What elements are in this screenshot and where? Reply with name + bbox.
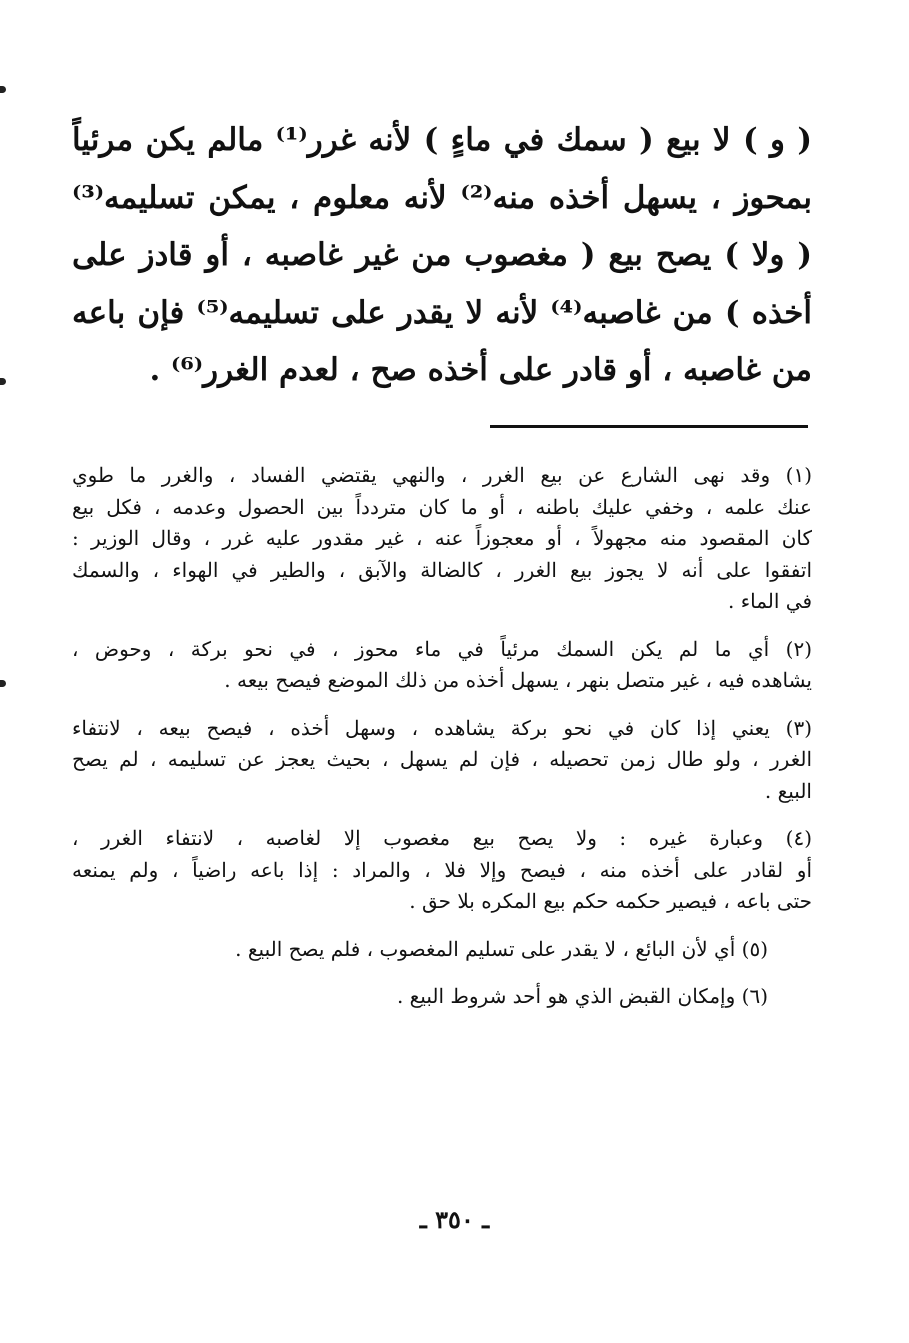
footnote-line: (٢) أي ما لم يكن السمك مرئياً في ماء محوز ، في نحو بركة ، وحوض ، [72,636,812,661]
footnote-1 [72,460,812,618]
footnote-line: حتى باعه ، فيصير حكمه حكم بيع المكره بلا حق . [409,889,812,913]
scan-mark-lower [0,680,6,687]
footnote-line: في الماء . [727,589,812,613]
footnote-5 [72,934,768,966]
footnote-3 [72,713,812,808]
main-paragraph [72,112,812,400]
footnote-line: (٥) أي لأن البائع ، لا يقدر على تسليم المغصوب ، فلم يصح البيع . [235,936,768,961]
scan-mark-middle [0,378,6,385]
footnote-line: كان المقصود منه مجهولاً ، أو معجوزاً عنه ، غير مقدور عليه غرر ، وقال الوزير : [72,526,812,550]
footnote-line: عنك علمه ، وخفي عليك باطنه ، أو ما كان متردداً بين الحصول وعدمه ، فكل بيع [72,494,812,519]
page-number: ـ ٣٥٠ ـ [419,1205,490,1234]
footnote-line: (٤) وعبارة غيره : ولا يصح بيع مغصوب إلا لغاصبه ، لانتفاء الغرر ، [72,826,812,850]
footnote-line: البيع . [764,778,812,803]
main-line: بمحوز ، يسهل أخذه منه⁽²⁾ لأنه معلوم ، يمكن تسليمه⁽³⁾ [72,179,812,216]
footnote-line: (١) وقد نهى الشارع عن بيع الغرر ، والنهي يقتضي الفساد ، والغرر ما طوي [72,463,812,487]
footnote-2 [72,634,812,697]
main-line: من غاصبه ، أو قادر على أخذه صح ، لعدم الغرر⁽⁶⁾ . [149,352,812,388]
footnote-line: يشاهده فيه ، غير متصل بنهر ، يسهل أخذه من ذلك الموضع فيصح بيعه . [224,668,812,692]
main-line: ( و ) لا بيع ( سمك في ماءٍ ) لأنه غرر⁽¹⁾ مالم يكن مرئياً [72,122,812,158]
main-line: ( ولا ) يصح بيع ( مغصوب من غير غاصبه ، أو قادز على [72,237,812,273]
footnote-line: (٦) وإمكان القبض الذي هو أحد شروط البيع . [396,984,768,1008]
footnote-line: أو لقادر على أخذه منه ، فيصح وإلا فلا ، والمراد : إذا باعه راضياً ، ولم يمنعه [72,857,812,882]
footnote-line: (٣) يعني إذا كان في نحو بركة يشاهده ، وسهل أخذه ، فيصح بيعه ، لانتفاء [72,715,812,740]
main-text-block [72,112,812,400]
scan-mark-top [0,86,6,93]
footnote-line: اتفقوا على أنه لا يجوز بيع الغرر ، كالضالة والآبق ، والطير في الهواء ، والسمك [72,557,812,582]
footnote-line: الغرر ، ولو طال زمن تحصيله ، فإن لم يسهل ، بحيث يعجز عن تسليمه ، لم يصح [72,747,812,771]
footnote-6 [72,981,768,1013]
footnote-divider [490,425,808,428]
footnote-4 [72,823,812,918]
footnotes-section [72,460,812,1029]
main-line: أخذه ) من غاصبه⁽⁴⁾ لأنه لا يقدر على تسليمه⁽⁵⁾ فإن باعه [72,294,812,331]
